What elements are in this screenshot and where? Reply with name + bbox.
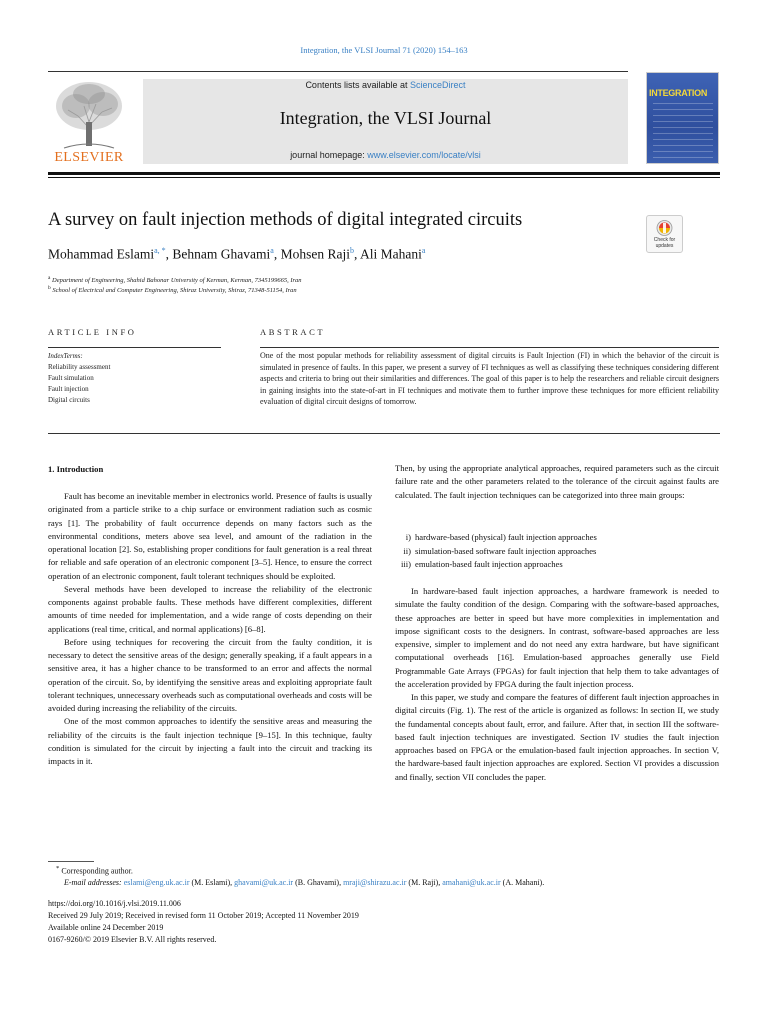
cover-title: INTEGRATION: [649, 88, 708, 98]
keyword-item: Fault simulation: [48, 374, 94, 382]
affiliation-b: $^b$ School of Electrical and Computer Engineering, Shiraz University, Shiraz, 71348-51154, Iran: [48, 285, 297, 295]
list-item: iii) emulation-based fault injection approaches: [400, 559, 563, 569]
author-list: [48, 246, 425, 263]
article-info-header: ARTICLE INFO: [48, 327, 137, 337]
keyword-item: Digital circuits: [48, 396, 90, 404]
abstract-text: One of the most popular methods for reliability assessment of digital circuits is Fault Injection (FI) in which the behavior of the circuit is simulated in presence of faults. In this paper, we present a survey of FI techniques as well as classifying these techniques considering different aspects and criteria to bring out their similarities and differences. The goal of this paper is to help the researchers and reliable circuit designers in gaining insights into the state-of-art in FI techniques and motivate them to further improve these techniques for more efficient reliability evaluation of digital circuit designs of tomorrow.: [260, 351, 719, 407]
list-item: i) hardware-based (physical) fault injection approaches: [405, 532, 597, 542]
author-name[interactable]: Mohammad Eslami: [48, 246, 155, 262]
contents-line: Contents lists available at ScienceDirect: [305, 80, 466, 90]
left-column: [48, 490, 372, 768]
intro-paragraph-4: One of the most common approaches to identify the sensitive areas and measuring the reliability of the circuits is the fault injection technique [9–15]. In this technique, faulty condition is simulated for the circuit by injecting a fault into the circuit and tracking its impacts in it.: [48, 716, 372, 766]
email-addresses: E-mail addresses: eslami@eng.uk.ac.ir (M. Eslami), ghavami@uk.ac.ir (B. Ghavami), mraji@shirazu.ac.ir (M. Raji), amahani@uk.ac.ir (A. Mahani).: [64, 878, 545, 887]
author-separator: ,: [353, 246, 360, 262]
sciencedirect-link[interactable]: ScienceDirect: [410, 80, 466, 90]
journal-cover-image[interactable]: [646, 72, 719, 164]
author-affiliation-mark[interactable]: a: [270, 246, 274, 255]
author-name[interactable]: Behnam Ghavami: [172, 246, 271, 262]
author-name[interactable]: Mohsen Raji: [280, 246, 350, 262]
intro-paragraph-continued: Then, by using the appropriate analytical approaches, required parameters such as the circuit failure rate and the other parameters related to the tolerance of the circuit against faults are calculated. The fault injection techniques can be categorized into three main groups:: [395, 463, 719, 500]
cover-pattern: [653, 103, 713, 158]
intro-paragraph-hardware: In hardware-based fault injection approaches, a hardware framework is needed to simulate the faulty condition of the design. Comparing with the software-based approaches, these approaches are better in speed but have more complexities in implementation and impose significant costs to the designers. In contrast, software-based approaches are less expensive, simpler to implement and do not need any extra hardware, but have significant computational overheads [16]. Emulation-based approaches generally use Field Programmable Gate Arrays (FPGAs) for fault injection that help them to take advantages of the acceleration provided by FPGA during the fault injection process.: [395, 586, 719, 689]
copyright-notice: 0167-9260/© 2019 Elsevier B.V. All rights reserved.: [48, 935, 217, 944]
corresponding-author-note: * Corresponding author.: [56, 865, 133, 876]
email-link[interactable]: mraji@shirazu.ac.ir: [343, 878, 407, 887]
author-affiliation-mark[interactable]: a: [421, 246, 426, 255]
intro-paragraph-1: Fault has become an inevitable member in electronics world. Presence of faults is usually originated from a particle strike to a chip surface or environment radiation such as cosmic rays [1]. The probability of fault occurrence depends on many factors such as the environmental conditions, meters above sea level, and amount of the radiation in the operational location [2]. So, establishing proper conditions for fault generation is a real threat for reliable and safe operation of an electronic component [3–5]. Hence, to ensure the correct operation of an electronic component, fault tolerant techniques should be exploited.: [48, 491, 372, 581]
email-link[interactable]: ghavami@uk.ac.ir: [234, 878, 294, 887]
right-column: [395, 462, 719, 502]
author-separator: ,: [165, 246, 173, 262]
journal-homepage-link[interactable]: www.elsevier.com/locate/vlsi: [367, 150, 481, 160]
email-link[interactable]: eslami@eng.uk.ac.ir: [123, 878, 190, 887]
masthead-rule-thick: [48, 172, 720, 175]
email-link[interactable]: amahani@uk.ac.ir: [442, 878, 501, 887]
check-for-updates-button[interactable]: [646, 215, 683, 253]
list-item: ii) simulation-based software fault injection approaches: [403, 545, 597, 556]
keyword-item: Fault injection: [48, 385, 89, 393]
abstract-header: ABSTRACT: [260, 327, 326, 337]
journal-masthead: [143, 79, 628, 164]
author-separator: ,: [273, 246, 281, 262]
article-info-rule: [48, 347, 221, 348]
journal-title: Integration, the VLSI Journal: [279, 108, 492, 128]
elsevier-wordmark: ELSEVIER: [54, 150, 124, 165]
footnote-rule: [48, 861, 94, 862]
front-matter-rule: [48, 433, 720, 434]
check-updates-icon: [656, 219, 673, 237]
abstract-rule: [260, 347, 719, 348]
fault-injection-category-list: [395, 531, 597, 572]
doi-link[interactable]: https://doi.org/10.1016/j.vlsi.2019.11.006: [48, 899, 181, 908]
keywords-label: IndexTerms:: [48, 352, 83, 360]
check-updates-label: Check for updates: [653, 237, 676, 249]
journal-citation-link[interactable]: Integration, the VLSI Journal 71 (2020) 154–163: [300, 45, 468, 55]
received-dates: Received 29 July 2019; Received in revised form 11 October 2019; Accepted 11 November 2019: [48, 911, 359, 920]
section-heading-introduction: 1. Introduction: [48, 464, 104, 474]
available-online-date: Available online 24 December 2019: [48, 923, 164, 932]
author-affiliation-mark[interactable]: a, *: [154, 246, 166, 255]
journal-homepage-line: journal homepage: www.elsevier.com/locate/vlsi: [290, 150, 481, 160]
right-column-continued: [395, 585, 719, 784]
intro-paragraph-2: Several methods have been developed to increase the reliability of the electronic components against probable faults. These methods have different complexities, different amounts of time needed for implementation, and a wide range of costs depending on their applications (real time, critical, and normal applications) [6–8].: [48, 583, 372, 634]
article-title: A survey on fault injection methods of digital integrated circuits: [48, 210, 523, 230]
keyword-item: Reliability assessment: [48, 363, 111, 371]
intro-paragraph-organization: In this paper, we study and compare the features of different fault injection approaches in digital circuits (Fig. 1). The rest of the article is organized as follows: In section II, we study the fundamental concepts about fault, error, and failure. After that, in section III the software-based fault injection techniques are investigated. Section IV studies the fault injection approaches based on FPGA or the emulation-based fault injection approaches. In section V, the hardware-based fault injection approaches are explored. Section VI provides a discussion and finally, section VII concludes the paper.: [395, 692, 719, 782]
affiliation-a: $^a$ Department of Engineering, Shahid Bahonar University of Kerman, Kerman, 7345199665, Iran: [48, 275, 302, 285]
masthead-rule-thin: [48, 177, 720, 178]
author-affiliation-mark[interactable]: b: [349, 246, 354, 255]
intro-paragraph-3: Before using techniques for recovering the circuit from the faulty condition, it is necessary to detect the sensitive areas of the design; generally speaking, if a fault appears in a sensitive area, it has a higher chance to be transformed to an error and affects the normal operation of the circuit. So, by identifying the sensitive areas and exploiting appropriate fault tolerant techniques, unnecessary overheads such as computational overheads and costs will be avoided during increasing the reliability of the circuits.: [48, 636, 372, 713]
author-name[interactable]: Ali Mahani: [359, 246, 422, 262]
header-rule: [48, 71, 628, 72]
